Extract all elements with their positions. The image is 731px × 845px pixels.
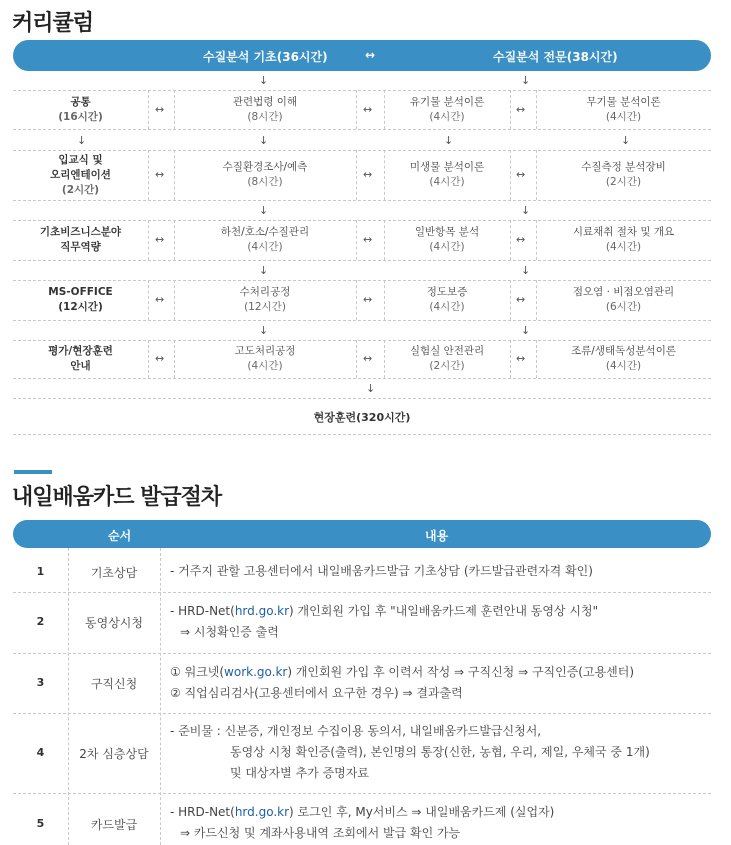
down-arrow: ↓ [521,74,531,87]
step-label: 2차 심층상담 [79,747,149,761]
col-divider [510,280,511,320]
col-divider [148,150,149,200]
procedure-title: 내일배움카드 발급절차 [12,485,222,510]
curr-cell: 공통 (16시간) [58,96,103,123]
col-divider [356,150,357,200]
row-number: 4 [36,746,45,759]
down-arrow: ↓ [366,382,376,395]
down-arrow: ↓ [621,134,631,147]
lr-arrow: ↔ [363,168,373,181]
curr-cell: 수처리공정 (12시간) [239,286,291,313]
down-arrow: ↓ [259,74,269,87]
divider [13,398,711,399]
divider [13,340,711,341]
down-arrow: ↓ [259,134,269,147]
lr-arrow: ↔ [155,352,165,365]
divider [13,220,711,221]
step-content: - 준비물 : 신분증, 개인정보 수집이용 동의서, 내일배움카드발급신청서, 동영상 시청 확인증(출력), 본인명의 통장(신한, 농협, 우리, 제일, 우체국 중 1개) 및 대상자별 추가 증명자료 [170,724,650,780]
header-basic: 수질분석 기초(36시간) [203,50,328,64]
lr-arrow: ↔ [363,233,373,246]
divider [13,320,711,321]
down-arrow: ↓ [259,264,269,277]
col-order: 순서 [108,529,132,543]
row-number: 2 [36,615,45,628]
lr-arrow: ↔ [516,103,526,116]
curr-cell: 일반항목 분석 (4시간) [414,226,480,253]
lr-arrow: ↔ [363,293,373,306]
lr-arrow: ↔ [363,103,373,116]
col-divider [148,220,149,260]
col-divider [356,280,357,320]
lr-arrow: ↔ [155,168,165,181]
down-arrow: ↓ [521,324,531,337]
curr-cell: 점오염 · 비점오염관리 (6시간) [572,286,675,313]
curriculum-header [13,40,711,71]
divider [13,90,711,91]
curr-cell: 조류/생태독성분석이론 (4시간) [571,345,676,372]
worknet-link[interactable]: work.go.kr [224,665,288,679]
step-label: 동영상시청 [85,616,143,630]
down-arrow: ↓ [521,204,531,217]
down-arrow: ↓ [77,134,87,147]
step-content: - HRD-Net(hrd.go.kr) 로그인 후, My서비스 ⇒ 내일배움카드제 (실업자) ⇒ 카드신청 및 계좌사용내역 조회에서 발급 확인 가능 [170,805,555,840]
curr-cell: 미생물 분석이론 (4시간) [409,161,485,188]
col-divider [356,90,357,129]
curr-cell: 기초비즈니스분야 직무역량 [39,226,122,253]
step-content: - 거주지 관할 고용센터에서 내일배움카드발급 기초상담 (카드발급관련자격 확인) [170,564,593,578]
field-training: 현장훈련(320시간) [313,411,411,424]
down-arrow: ↓ [259,204,269,217]
row-divider [13,653,711,654]
col-divider [510,340,511,378]
title-accent [14,470,52,474]
hrd-link[interactable]: hrd.go.kr [234,805,290,819]
row-divider [13,592,711,593]
col-divider [356,220,357,260]
divider [13,378,711,379]
down-arrow: ↓ [259,324,269,337]
divider [13,150,711,151]
step-content: - HRD-Net(hrd.go.kr) 개인회원 가입 후 "내일배움카드제 훈련안내 동영상 시청" ⇒ 시청확인증 출력 [170,604,599,639]
header-advanced: 수질분석 전문(38시간) [493,50,618,64]
curr-cell: 정도보증 (4시간) [426,286,468,313]
down-arrow: ↓ [521,264,531,277]
row-number: 3 [36,676,45,689]
col-divider [148,90,149,129]
col-divider [356,340,357,378]
divider [13,200,711,201]
curr-cell: 수질측정 분석장비 (2시간) [581,161,666,188]
lr-arrow: ↔ [155,233,165,246]
col-divider [148,340,149,378]
lr-arrow: ↔ [516,352,526,365]
curr-cell: 실험실 안전관리 (2시간) [409,345,485,372]
divider [13,280,711,281]
lr-arrow: ↔ [516,293,526,306]
lr-arrow: ↔ [516,168,526,181]
row-number: 5 [36,817,45,830]
divider [13,260,711,261]
lr-arrow: ↔ [155,103,165,116]
row-number: 1 [36,565,45,578]
divider [13,434,711,435]
col-content: 내용 [425,529,449,543]
step-label: 카드발급 [90,818,138,832]
curr-cell: 고도처리공정 (4시간) [234,345,296,372]
curr-cell: 입교식 및 오리엔테이션 (2시간) [50,154,111,196]
table-header [13,520,711,548]
curr-cell: 관련법령 이해 (8시간) [232,96,298,123]
lr-arrow: ↔ [516,233,526,246]
step-label: 기초상담 [90,566,138,580]
row-divider [13,793,711,794]
header-arrow: ↔ [365,48,376,62]
down-arrow: ↓ [444,134,454,147]
step-content: ① 워크넷(work.go.kr) 개인회원 가입 후 이력서 작성 ⇒ 구직신청 ⇒ 구직인증(고용센터) ② 직업심리검사(고용센터에서 요구한 경우) ⇒ 결과출력 [170,665,635,700]
curr-cell: 하천/호소/수질관리 (4시간) [220,226,310,253]
col-divider [510,90,511,129]
curr-cell: 수질환경조사/예측 (8시간) [222,161,308,188]
curr-cell: 유기물 분석이론 (4시간) [409,96,485,123]
curriculum-title: 커리큘럼 [12,11,94,36]
col-divider [148,280,149,320]
step-label: 구직신청 [90,677,138,691]
lr-arrow: ↔ [155,293,165,306]
hrd-link[interactable]: hrd.go.kr [234,604,290,618]
curr-cell: 평가/현장훈련 안내 [48,345,113,372]
curr-cell: MS-OFFICE (12시간) [48,286,113,313]
curr-cell: 시료채취 절차 및 개요 (4시간) [572,226,675,253]
divider [13,129,711,130]
col-divider [510,150,511,200]
row-divider [13,713,711,714]
lr-arrow: ↔ [363,352,373,365]
curr-cell: 무기물 분석이론 (4시간) [586,96,661,123]
col-divider [510,220,511,260]
